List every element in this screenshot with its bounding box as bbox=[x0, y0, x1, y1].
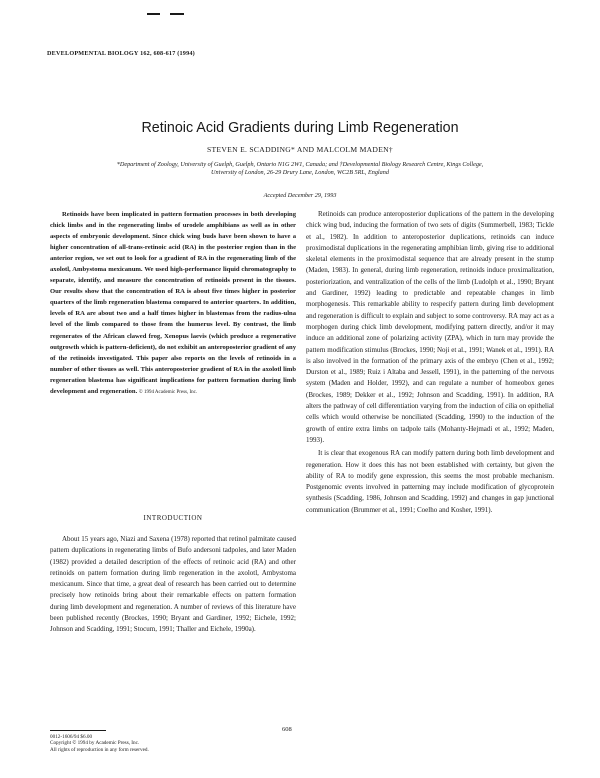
introduction-paragraph: About 15 years ago, Niazi and Saxena (1978) reported that retinol palmitate caused pattern duplications in regenerating limbs of Bufo andersoni tadpoles, and later Maden (1982) provided a detailed description of the effects of retinoic acid (RA) and other retinoids on pattern formation during limb regeneration in the axolotl, Ambystoma mexicanum. Since that time, a great deal of research has been carried out to determine precisely how retinoids bring about their remarkable effects on pattern formation during limb development and regeneration. A number of reviews of this literature have been published recently (Brockes, 1990; Bryant and Gardiner, 1992; Eichele, 1992; Johnson and Scadding, 1991; Stocum, 1991; Thaller and Eichele, 1990a). bbox=[50, 535, 296, 634]
abstract-copyright: © 1994 Academic Press, Inc. bbox=[138, 389, 198, 395]
article-authors: STEVEN E. SCADDING* AND MALCOLM MADEN† bbox=[206, 145, 394, 154]
journal-header: DEVELOPMENTAL BIOLOGY 162, 608-617 (1994) bbox=[47, 50, 195, 57]
author-affiliations bbox=[58, 161, 542, 177]
abstract bbox=[50, 209, 296, 398]
page-number: 608 bbox=[282, 726, 292, 733]
abstract-text: Retinoids have been implicated in pattern formation processes in both developing chick limbs and in the regenerating limbs of urodele amphibians as well as in other aspects of embryonic development. Since chick wing buds have been shown to have a higher concentration of all-trans-retinoic acid (RA) in the posterior region than in the anterior region, we set out to look for a gradient of RA in the regenerating limb of the axolotl, Ambystoma mexicanum. We used high-performance liquid chromatography to separate, identify, and measure the concentration of retinoids present in the tissues. Our results show that the concentration of RA is about five times higher in posterior quarters of the limb regeneration blastema compared to anterior quarters. In addition, levels of RA are about two and a half times higher in blastemas from the radius-ulna level of the limb compared to those from the humerus level. By contrast, the limb regenerates of the African clawed frog, Xenopus laevis (which produce a regenerative outgrowth which is pattern-deficient), do not exhibit an anteroposterior gradient of any of the retinoids investigated. This paper also reports on the levels of retinoids in a number of other tissues as well. This anteroposterior gradient of RA in the axolotl limb regeneration blastema has significant implications for pattern formation during limb development and regeneration. bbox=[50, 211, 296, 395]
footer-price-line: 0012-1606/94 $6.00 bbox=[50, 734, 93, 740]
article-title: Retinoic Acid Gradients during Limb Regeneration bbox=[141, 120, 459, 136]
affiliation-line-2: University of London, 26-29 Drury Lane, London, WC2B 5RL, England bbox=[211, 169, 389, 177]
introduction-body bbox=[50, 534, 296, 636]
body-paragraph-2: It is clear that exogenous RA can modify pattern during both limb development and regeneration. How it does this has not been established with certainty, but given the ability of RA to modify gene expression, this seems the most probable mechanism. Postgenomic events involved in patterning may include modification of glycoprotein synthesis (Scadding, 1986, Johnson and Scadding, 1992) and changes in gap junctional communication (Brummer et al., 1991; Coelho and Kosher, 1991). bbox=[306, 449, 554, 514]
affiliation-line-1: *Department of Zoology, University of Guelph, Guelph, Ontario N1G 2W1, Canada; and †Developmental Biology Research Centre, Kings College, bbox=[116, 161, 484, 168]
top-rule-mark bbox=[170, 13, 184, 15]
top-rule-mark bbox=[147, 13, 160, 15]
section-heading-introduction: INTRODUCTION bbox=[143, 514, 203, 522]
body-paragraph-1: Retinoids can produce anteroposterior duplications of the pattern in the developing chick wing bud, inducing the formation of two sets of digits (Summerbell, 1983; Tickle et al., 1982). In addition to anteroposterior duplications, retinoids can induce proximodistal duplications in the regenerating amphibian limb, giving rise to additional skeletal elements in the proximodistal sequence that are already present in the stump (Maden, 1983). In general, during limb regeneration, retinoids induce proximalization, posteriorization, and ventralization of the cells of the limb (Ludolph et al., 1990; Bryant and Gardiner, 1992) leading to predictable and repeatable changes in limb morphogenesis. This remarkable ability to respecify pattern during limb development and regeneration is difficult to explain and subject to some controversy. RA may act as a morphogen during chick limb development, modifying pattern directly, and/or it may induce an additional zone of polarizing activity (ZPA), which in turn may provide the pattern modification stimulus (Brockes, 1990; Noji et al., 1991; Wanek et al., 1991). RA is also involved in the formation of the primary axis of the embryo (Chen et al., 1992; Durston et al., 1989; Ruiz i Altaba and Jessell, 1991), in the patterning of the nervous system (Maden and Holder, 1992), and can regulate a number of homeobox genes (Brockes, 1989; Dekker et al., 1992; Johnson and Scadding, 1991). In addition, RA alters the pathway of cell differentiation varying from the induction of cilia on epithelial cells which would otherwise be nonciliated (Scadding, 1990) to the induction of the growth of entire extra limbs on tadpole tails (Mohanty-Hejmadi et al., 1992; Maden, 1993). bbox=[306, 210, 554, 444]
footer-rule bbox=[50, 730, 106, 731]
footer-rights-line: All rights of reproduction in any form reserved. bbox=[50, 746, 149, 753]
copyright-footer bbox=[50, 730, 149, 753]
footer-copyright-line: Copyright © 1994 by Academic Press, Inc. bbox=[50, 740, 140, 747]
right-column-body bbox=[306, 209, 554, 516]
accepted-date: Accepted December 29, 1993 bbox=[263, 192, 337, 199]
